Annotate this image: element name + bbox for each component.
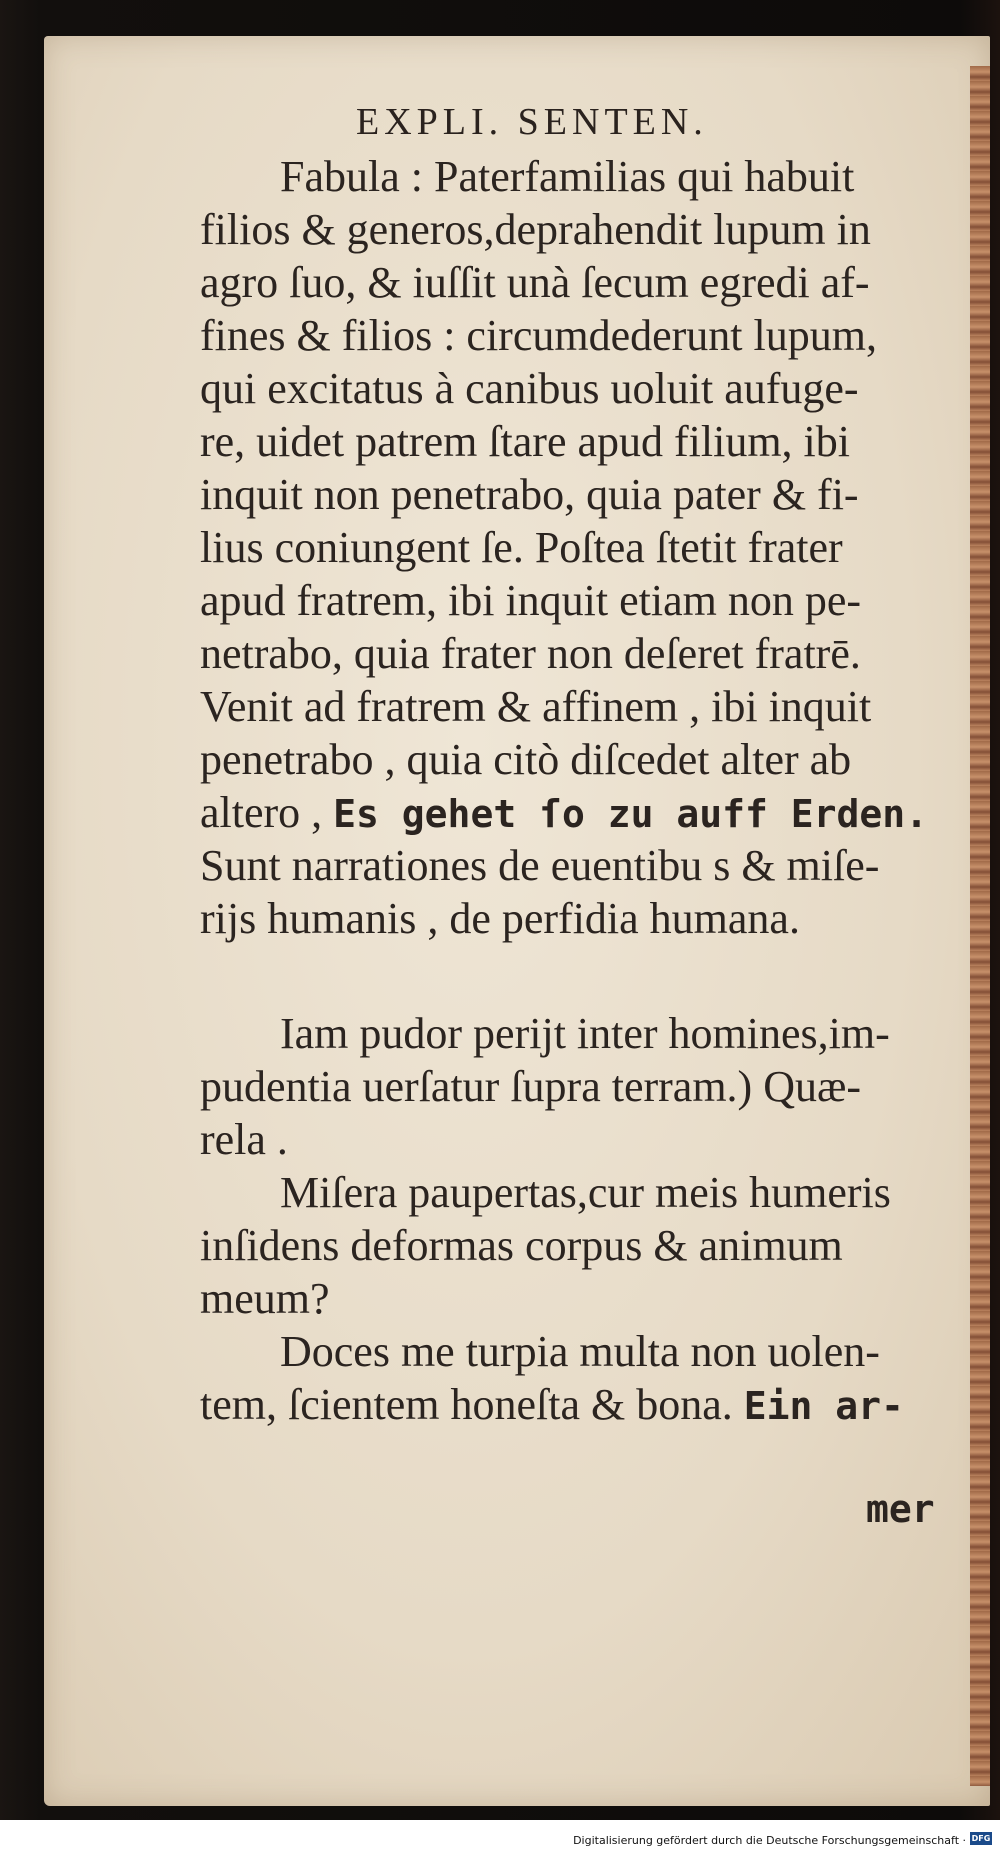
text-line	[200, 256, 960, 309]
text-line	[200, 1272, 960, 1325]
text-line	[200, 574, 960, 627]
text-line-latin: Miſera paupertas,cur meis humeris	[280, 1168, 891, 1217]
text-line-latin: re, uidet patrem ſtare apud filium, ibi	[200, 417, 851, 466]
text-line-latin: meum?	[200, 1274, 330, 1323]
text-line	[200, 1060, 960, 1113]
text-line-latin: apud fratrem, ibi inquit etiam non pe-	[200, 576, 862, 625]
text-line	[200, 680, 960, 733]
text-line	[200, 362, 960, 415]
text-line-latin: Fabula : Paterfamilias qui habuit	[280, 152, 855, 201]
catchword: mer	[866, 1487, 935, 1531]
text-line-latin: filios & generos,deprahendit lupum in	[200, 205, 871, 254]
text-line	[200, 203, 960, 256]
text-line	[200, 627, 960, 680]
running-head: EXPLI. SENTEN.	[356, 101, 708, 143]
text-line-latin: tem, ſcientem honeſta & bona.	[200, 1380, 733, 1429]
text-line	[200, 839, 960, 892]
text-line-latin: penetrabo , quia citò diſcedet alter ab	[200, 735, 852, 784]
text-line-german: Ein ar-	[743, 1384, 904, 1428]
text-line-latin: agro ſuo, & iuſſit unà ſecum egredi af-	[200, 258, 870, 307]
text-line-latin: inſidens deformas corpus & animum	[200, 1221, 843, 1270]
text-line	[200, 521, 960, 574]
text-line-latin: Iam pudor perijt inter homines,im-	[280, 1009, 890, 1058]
text-line-latin: Sunt narrationes de euentibu s & miſe-	[200, 841, 880, 890]
text-line	[200, 415, 960, 468]
paragraph-gap	[200, 945, 960, 1007]
text-line	[200, 1113, 960, 1166]
text-line-latin: qui excitatus à canibus uoluit aufuge-	[200, 364, 859, 413]
text-line	[200, 1325, 960, 1378]
text-line	[200, 786, 960, 839]
text-line	[200, 733, 960, 786]
page-fore-edge	[970, 66, 990, 1786]
text-line-latin: Venit ad fratrem & affinem , ibi inquit	[200, 682, 872, 731]
text-line	[200, 150, 960, 203]
body-text	[200, 150, 960, 1431]
text-line-latin: pudentia uerſatur ſupra terram.) Quæ-	[200, 1062, 861, 1111]
text-line-latin: rijs humanis , de perfidia humana.	[200, 894, 800, 943]
text-line-latin: lius coniungent ſe. Poſtea ſtetit frater	[200, 523, 843, 572]
text-line-latin: netrabo, quia frater non deſeret fratrē.	[200, 629, 861, 678]
text-line-latin: Doces me turpia multa non uolen-	[280, 1327, 880, 1376]
text-line-latin: fines & filios : circumdederunt lupum,	[200, 311, 877, 360]
text-line-latin: rela .	[200, 1115, 288, 1164]
text-line	[200, 1219, 960, 1272]
text-line-german: Es gehet ſo zu auff Erden.	[333, 792, 928, 836]
dfg-logo: DFG	[971, 1834, 991, 1843]
text-line	[200, 468, 960, 521]
text-line-latin: inquit non penetrabo, quia pater & fi-	[200, 470, 859, 519]
text-line	[200, 1166, 960, 1219]
text-line	[200, 892, 960, 945]
text-line	[200, 309, 960, 362]
digitization-credit: Digitalisierung gefördert durch die Deutsche Forschungsgemeinschaft ·	[573, 1834, 966, 1847]
text-line-latin: altero ,	[200, 788, 323, 837]
text-line	[200, 1378, 960, 1431]
text-line	[200, 1007, 960, 1060]
